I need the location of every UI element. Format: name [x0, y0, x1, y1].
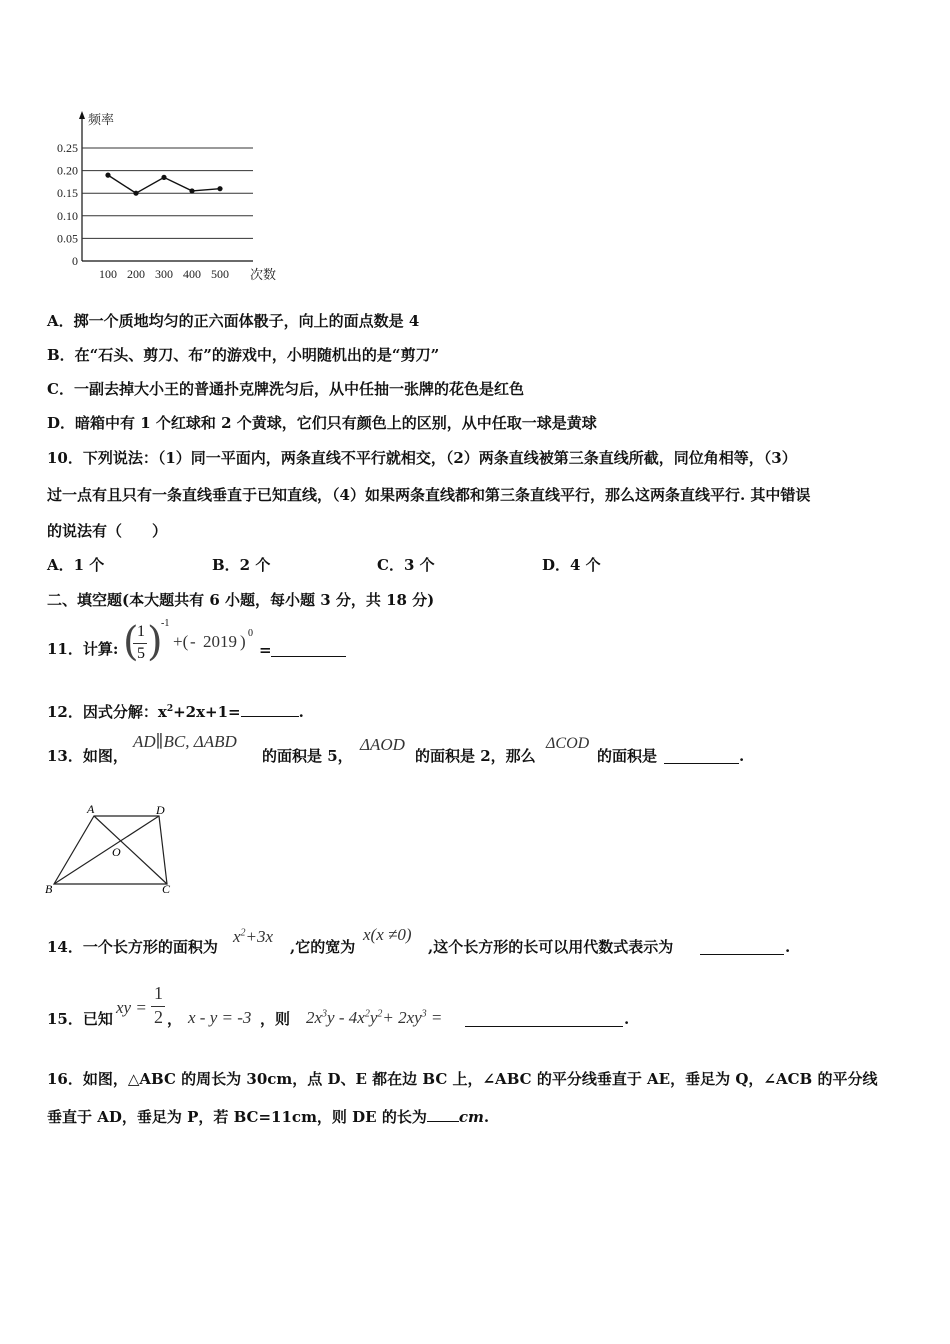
- q14-area-sup: 2: [240, 927, 246, 939]
- q16-line-2a: 垂直于 AD，垂足为 P，若 BC=11cm，则 DE 的长为: [47, 1108, 427, 1126]
- q15-s3: 2: [377, 1008, 383, 1020]
- q16-line-1: 16．如图，△ABC 的周长为 30cm，点 D、E 都在边 BC 上，∠ABC 的平分线垂直于 AE，垂足为 Q，∠ACB 的平分线: [47, 1070, 878, 1088]
- q11-close: ): [240, 632, 246, 651]
- q10-line-1: 10．下列说法：（1）同一平面内，两条直线不平行就相交，（2）两条直线被第三条直线所截，同位角相等，（3）: [47, 449, 797, 467]
- q15-e2: y - 4x: [327, 1008, 365, 1027]
- q12-expr-b: +2x+1=: [173, 703, 241, 721]
- series-frequency: [105, 173, 222, 196]
- q11-answer-blank[interactable]: [271, 656, 346, 657]
- q10-line-2: 过一点有且只有一条直线垂直于已知直线，（4）如果两条直线都和第三条直线平行，那么这两条直线平行. 其中错误: [47, 486, 811, 504]
- y-tick-0.10: 0.10: [57, 208, 78, 223]
- q11-plus: +(: [173, 632, 189, 651]
- q12-label: 12．因式分解：: [47, 703, 158, 721]
- vertex-a-label: A: [87, 802, 95, 816]
- q9-option-b: B．在“石头、剪刀、布”的游戏中，小明随机出的是“剪刀”: [47, 346, 440, 364]
- q16-answer-blank[interactable]: [427, 1106, 459, 1122]
- point-o-label: O: [112, 845, 121, 859]
- q9-option-d: D．暗箱中有 1 个红球和 2 个黄球，它们只有颜色上的区别，从中任取一球是黄球: [47, 414, 597, 432]
- q10-option-b: B．2 个: [212, 556, 271, 574]
- section-2-heading: 二、填空题(本大题共有 6 小题，每小题 3 分，共 18 分): [47, 591, 435, 609]
- q15-label: 15．已知: [47, 1010, 113, 1028]
- y-tick-0.15: 0.15: [57, 186, 78, 201]
- q12-answer-blank[interactable]: [241, 701, 299, 717]
- q11-neg: -: [190, 632, 196, 651]
- q15-expression: [306, 1008, 442, 1028]
- trapezoid-figure: [42, 800, 182, 900]
- q15-e4: + 2xy: [382, 1008, 422, 1027]
- vertex-b-label: B: [45, 882, 53, 896]
- q14-area-b: +3x: [245, 927, 274, 946]
- q12-expr-sup: 2: [166, 704, 174, 714]
- q14-width-expr: x(x ≠0): [363, 925, 412, 944]
- q13-label: 13．如图，: [47, 747, 128, 765]
- diagonal-ac: [94, 816, 167, 884]
- q15-condition: x - y = -3: [188, 1008, 252, 1027]
- y-axis-label: 频率: [88, 112, 115, 127]
- x-axis-label: 次数: [250, 267, 277, 282]
- q13-text-1: 的面积是 5，: [262, 747, 353, 765]
- q15-frac-den: 2: [154, 1007, 163, 1027]
- diagonal-bd: [54, 816, 159, 884]
- q11-frac-num: 1: [137, 623, 145, 640]
- data-point-400: [189, 188, 194, 193]
- q11-label: 11．计算:: [47, 640, 119, 658]
- data-point-500: [217, 186, 222, 191]
- q15-text-1: ，则: [260, 1010, 291, 1028]
- q11-equals: =: [259, 641, 272, 659]
- q14-text-1: ,它的宽为: [290, 938, 356, 956]
- q15-answer-blank[interactable]: [465, 1026, 623, 1027]
- trapezoid-abcd: [54, 816, 167, 884]
- q15: [47, 983, 647, 1035]
- vertex-c-label: C: [162, 882, 171, 896]
- q11: [47, 618, 367, 668]
- left-paren: (: [123, 619, 139, 665]
- q13-triangle-cod: ΔCOD: [546, 735, 590, 752]
- data-point-100: [105, 173, 110, 178]
- q16-line-2: [47, 1106, 489, 1127]
- chart-grid: [82, 148, 253, 238]
- y-tick-0.20: 0.20: [57, 163, 78, 178]
- x-tick-labels: [99, 267, 229, 281]
- q10-option-a: A．1 个: [47, 556, 105, 574]
- q11-frac-bar: [133, 643, 147, 644]
- q14-label: 14．一个长方形的面积为: [47, 938, 218, 956]
- q13-triangle-aod: ΔAOD: [360, 735, 405, 754]
- y-tick-labels: [57, 141, 78, 268]
- q15-end: .: [624, 1010, 630, 1028]
- q15-s1: 3: [322, 1008, 328, 1020]
- x-tick-400: 400: [183, 267, 201, 281]
- q14-text-2: ,这个长方形的长可以用代数式表示为: [428, 938, 674, 956]
- q13-text-2: 的面积是 2，那么: [415, 747, 536, 765]
- y-axis-arrow: [79, 111, 85, 119]
- q15-e3: y: [369, 1008, 378, 1027]
- x-tick-500: 500: [211, 267, 229, 281]
- q10-option-c: C．3 个: [377, 556, 435, 574]
- data-point-200: [133, 191, 138, 196]
- y-tick-0.05: 0.05: [57, 231, 78, 246]
- q11-frac-den: 5: [137, 645, 145, 662]
- q13: [47, 732, 807, 772]
- right-paren: ): [147, 619, 163, 665]
- y-tick-0.25: 0.25: [57, 141, 78, 155]
- q9-option-c: C．一副去掉大小王的普通扑克牌洗匀后，从中任抽一张牌的花色是红色: [47, 380, 524, 398]
- q14-area-expr: [233, 927, 273, 947]
- q12-expr-a: x: [157, 703, 167, 721]
- q13-end: .: [739, 747, 745, 765]
- q15-frac-num: 1: [154, 983, 163, 1003]
- q15-comma: ，: [167, 1010, 183, 1028]
- q16-end: .: [483, 1108, 490, 1126]
- q15-e5: =: [426, 1008, 443, 1027]
- x-tick-200: 200: [127, 267, 145, 281]
- y-tick-0: 0: [72, 254, 78, 268]
- q14-answer-blank[interactable]: [700, 954, 784, 955]
- x-tick-100: 100: [99, 267, 117, 281]
- q14-end: .: [785, 938, 791, 956]
- q12: [47, 699, 304, 722]
- q11-year: 2019: [203, 632, 237, 651]
- q15-xy: xy =: [116, 998, 147, 1017]
- x-tick-300: 300: [155, 267, 173, 281]
- q15-e1: 2x: [306, 1008, 323, 1027]
- frequency-line-chart: [40, 108, 290, 286]
- q11-exponent-0: 0: [248, 628, 253, 639]
- q11-exponent: -1: [161, 618, 170, 629]
- q10-option-d: D．4 个: [542, 556, 601, 574]
- q9-option-a: A．掷一个质地均匀的正六面体骰子，向上的面点数是 4: [47, 312, 420, 330]
- data-point-300: [161, 175, 166, 180]
- q13-answer-blank[interactable]: [664, 763, 739, 764]
- q15-s4: 3: [421, 1008, 427, 1020]
- q14-area-a: x: [233, 927, 241, 946]
- vertex-d-label: D: [156, 803, 165, 817]
- q13-condition: AD∥BC, ΔABD: [133, 732, 237, 751]
- q15-s2: 2: [364, 1008, 370, 1020]
- q16-unit: cm: [458, 1108, 484, 1126]
- q12-end: .: [298, 703, 304, 721]
- q14: [47, 925, 827, 961]
- q13-text-3: 的面积是: [597, 747, 658, 765]
- q10-line-3: 的说法有（ ）: [47, 522, 168, 540]
